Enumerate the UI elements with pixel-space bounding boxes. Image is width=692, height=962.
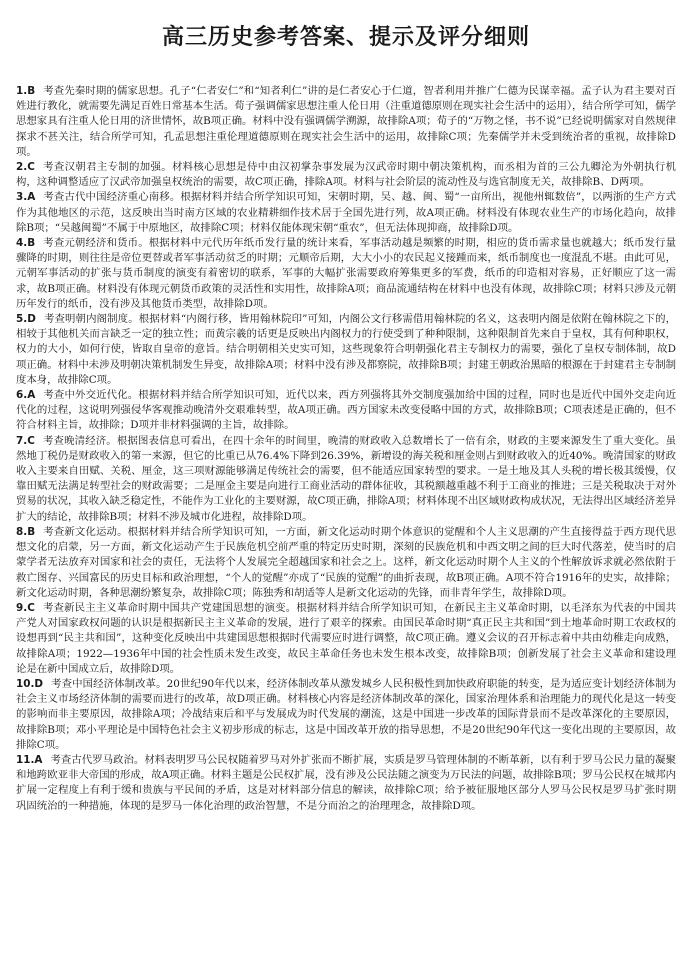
- answer-item-11: [16, 753, 676, 814]
- page-title: 高三历史参考答案、提示及评分细则: [161, 25, 530, 50]
- item-number: 3.: [16, 191, 28, 204]
- item-explanation: 考查元朝经济和货币。根据材料中元代历年纸币发行量的统计来看，军事活动越是频繁的时期，相应的货币需求量也就越大；纸币发行量骤降的时期，则往往是帝位更替或者军事活动贫乏的时期；元顺帝后期，大大小小的农民起义接踵而来，纸币制度也一度混乱不堪。由此可见，元朝军事活动的扩张与货币制度的演变有着密切的联系，军事的大幅扩张需要政府筹集更多的军费，纸币的印造相对容易，正好顺应了这一需求，故B项正确。材料没有体现元朝货币政策的灵活性和实用性，故排除A项；商品流通结构在材料中也没有体现，故排除C项；材料只涉及元朝历年发行的纸币，没有涉及其他货币类型，故排除D项。: [16, 237, 676, 310]
- answer-item-4: [16, 236, 676, 312]
- item-answer: B: [27, 237, 36, 250]
- item-answer: D: [27, 313, 36, 326]
- item-number: 9.: [16, 601, 28, 614]
- item-number: 10.: [16, 677, 35, 690]
- item-answer: C: [27, 161, 35, 174]
- item-number: 11.: [16, 753, 35, 766]
- item-explanation: 考查中国经济体制改革。20世纪90年代以来，经济体制改革从激发城乡人民积极性到加快政府职能的转变，是为适应变计划经济体制为社会主义市场经济体制的需要而进行的改革，故D项正确。材料核心内容是经济体制改革的深化，国家治理体系和治理能力的现代化是这一转变的影响而非主要原因，故排除A项；冷战结束后和平与发展成为时代发展的潮流，这是中国进一步改革的国际背景而不是改革深化的主要原因，故排除B项；邓小平理论是中国特色社会主义初步形成的标志，这是中国改革开放的指导思想，不是20世纪90年代这一变化出现的主要原因，故排除C项。: [16, 677, 676, 751]
- item-explanation: 考查古代罗马政治。材料表明罗马公民权随着罗马对外扩张而不断扩展，实质是罗马管理体制的不断革新，以有利于罗马公民力量的凝聚和地跨欧亚非大帝国的形成，故A项正确。材料主题是公民权扩展，没有涉及公民法随之演变为万民法的问题，故排除B项；罗马公民权在城邦内扩展一定程度上有利于缓和贵族与平民间的矛盾，这是对材料部分信息的解读，故排除C项；给予被征服地区部分人罗马公民权是罗马扩张时期巩固统治的一种措施，体现的是罗马一体化治理的政治智慧，不是分而治之的治理理念，故排除D项。: [16, 753, 676, 812]
- answer-item-6: [16, 388, 676, 434]
- item-explanation: 考查先秦时期的儒家思想。孔子“仁者安仁”和“知者利仁”讲的是仁者安心于仁道，智者利用并推广仁德为民谋幸福。孟子认为君主要对百姓进行教化，就需要先满足百姓日常基本生活。荀子强调儒家思想注重人伦日用（注重道德原则在现实社会生活中的运用），结合所学可知，儒学思想家具有注重人伦日用的济世情怀，故B项正确。材料中没有强调儒学溯源，故排除A项；荀子的“万物之怪，书不说”已经说明儒家对自然规律探求不甚关注，结合所学可知，孔孟思想注重伦理道德原则在现实社会生活中的运用，故排除C项；先秦儒学并未受到统治者的重视，故排除D项。: [16, 85, 676, 158]
- item-answer: C: [27, 601, 35, 614]
- item-answer: C: [27, 434, 35, 447]
- item-explanation: 考查中外交近代化。根据材料并结合所学知识可知，近代以来，西方列强将其外交制度强加给中国的过程，同时也是近代中国外交走向近代化的过程，这说明列强侵华客观推动晚清外交艰难转型，故A项正确。西方国家未改变侵略中国的方式，故排除B项；C项表述是正确的，但不符合材料主旨，故排除；D项并非材料强调的主旨，故排除。: [16, 389, 676, 432]
- item-explanation: 考查新民主主义革命时期中国共产党建国思想的演变。根据材料并结合所学知识可知，在新民主主义革命时期，以毛泽东为代表的中国共产党人对国家政权问题的认识是根据新民主主义革命的发展，进行了艰辛的探索。由国民革命时期“真正民主共和国”到土地革命时期工农政权的设想再到“民主共和国”，这种变化反映出中共建国思想根据时代需要应时进行调整，故C项正确。遵义会议的召开标志着中共由幼稚走向成熟，故排除A项；1922—1936年中国的社会性质未发生改变，故民主革命任务也未发生根本改变，故排除B项；创新发展了社会主义革命和建设理论是在新中国成立后，故排除D项。: [16, 601, 676, 675]
- answer-item-9: [16, 601, 676, 677]
- item-number: 2.: [16, 161, 28, 174]
- item-explanation: 考查古代中国经济重心南移。根据材料并结合所学知识可知，宋朝时期，吴、越、闽、蜀“一亩所出，视他州辄数倍”，以两浙的生产方式作为其他地区的示范，这反映出当时南方区域的农业精耕细作技术居于全国先进行列，故A项正确。材料没有体现农业生产的市场化趋向，故排除B项；“吴越闽蜀”不属于中原地区，故排除C项；材料仅能体现宋朝“重农”，但无法体现抑商，故排除D项。: [16, 191, 676, 234]
- item-number: 5.: [16, 313, 28, 326]
- item-explanation: 考查明朝内阁制度。根据材料“内阁行移，皆用翰林院印”可知，内阁公文行移需借用翰林院的名义，这表明内阁是依附在翰林院之下的，相较于其他机关而言缺乏一定的独立性；而黄宗羲的话更是反映出内阁权力的行使受到了种种限制，这种限制首先来自于皇权，其有何种职权，权力的大小，如何行使，皆取自皇帝的意旨。结合明朝相关史实可知，这些现象符合明朝强化君主专制权力的需要，强化了皇权专制体制，故D项正确。材料中未涉及明朝决策机制发生异变，故排除A项；材料中没有涉及都察院，故排除B项；封建王朝政治黑暗的根源在于封建君主专制制度本身，故排除C项。: [16, 313, 676, 386]
- answer-item-8: [16, 525, 676, 601]
- item-answer: A: [27, 191, 36, 204]
- answer-item-7: [16, 434, 676, 525]
- answer-item-2: [16, 160, 676, 190]
- answer-item-5: [16, 312, 676, 388]
- item-explanation: 考查新文化运动。根据材料并结合所学知识可知，一方面，新文化运动时期个体意识的觉醒和个人主义思潮的产生直接得益于西方现代思想文化的启蒙，另一方面，新文化运动产生于民族危机空前严重的特定历史时期，深刻的民族危机和中西文明之间的巨大时代落差，使当时的启蒙学者无法放弃对国家和社会的责任，无法将个人发展完全超越国家和社会之上。这样，新文化运动时期个人主义的个性解放诉求就必然依附于救亡图存、兴国富民的历史目标和政治理想，“个人的觉醒”亦成了“民族的觉醒”的曲折表现，故B项正确。A项不符合1916年的史实，故排除；新文化运动时期，各种思潮纷繁复杂，故排除C项；陈独秀和胡适等人是新文化运动的先锋，而非青年学生，故排除D项。: [16, 525, 676, 599]
- item-number: 6.: [16, 389, 28, 402]
- item-answer: A: [34, 753, 43, 766]
- item-explanation: 考查汉朝君主专制的加强。材料核心思想是侍中由汉初掌杂事发展为汉武帝时期中朝决策机构，而丞相为首的三公九卿沦为外朝执行机构，这种调整适应了汉武帝加强皇权统治的需要，故C项正确，排除A项。材料与社会阶层的流动性及与选官制度无关，故排除B、D两项。: [16, 161, 676, 189]
- item-number: 1.: [16, 85, 28, 97]
- item-answer: D: [34, 677, 44, 690]
- answer-item-10: [16, 677, 676, 753]
- item-number: 8.: [16, 525, 28, 538]
- item-explanation: 考查晚清经济。根据图表信息可看出，在四十余年的时间里，晚清的财政收入总数增长了一倍有余，财政的主要来源发生了重大变化。虽然地丁税仍是财政收入的第一来源，但它的比重已从76.4%下降到26.39%，新增设的海关税和厘金则占到财政收入的近40%。晚清国家的财政收入主要来自田赋、关税、厘金，这三项财源能够满足传统社会的需要，但不能适应国家转型的要求。一是土地及其人头税的增长极其缓慢，仅靠田赋无法满足转型社会的财政需要；二是厘金主要是向进行工商业活动的群体征收，其税额越重越不利于工商业的推进；三是关税取决于对外贸易的状况，其收入缺乏稳定性，不能作为工业化的主要财源，故C项正确，排除A项；材料体现不出区域财政构成状况，无法得出区域经济差异扩大的结论，故排除B项；材料不涉及城市化进程，故排除D项。: [16, 434, 676, 523]
- item-answer: B: [27, 525, 36, 538]
- item-number: 4.: [16, 237, 28, 250]
- answer-item-3: [16, 190, 676, 236]
- answer-item-1: [16, 84, 676, 160]
- item-answer: B: [27, 85, 36, 97]
- item-number: 7.: [16, 434, 28, 447]
- item-answer: A: [27, 389, 36, 402]
- answer-list: [16, 84, 676, 814]
